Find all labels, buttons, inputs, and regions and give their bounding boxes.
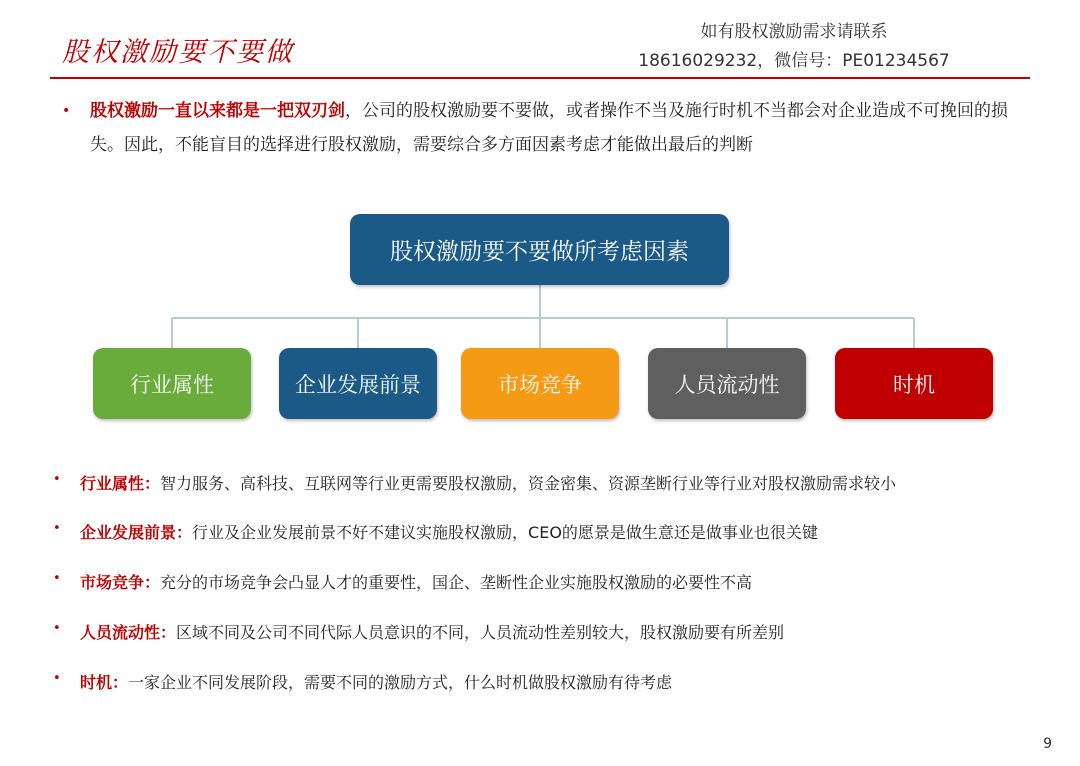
factor-industry <box>93 348 251 419</box>
detail-item <box>53 520 818 543</box>
detail-text: 充分的市场竞争会凸显人才的重要性，国企、垄断性企业实施股权激励的必要性不高 <box>160 573 753 592</box>
detail-text: 行业及企业发展前景不好不建议实施股权激励，CEO的愿景是做生意还是做事业也很关键 <box>192 523 818 542</box>
detail-separator: ： <box>144 474 161 493</box>
detail-separator: ： <box>144 573 161 592</box>
detail-item <box>53 471 897 494</box>
detail-separator: ： <box>160 623 177 642</box>
detail-item <box>53 670 673 693</box>
factor-label: 时机 <box>893 372 935 397</box>
detail-term: 时机 <box>80 673 113 692</box>
contact-line-2: 18616029232，微信号：PE01234567 <box>638 51 950 71</box>
bullet-icon: • <box>53 571 61 586</box>
detail-term: 市场竞争 <box>80 573 145 592</box>
bullet-icon: • <box>53 472 61 487</box>
page-number: 9 <box>1043 736 1052 752</box>
factor-timing <box>835 348 993 419</box>
detail-term: 企业发展前景 <box>80 523 177 542</box>
factor-label: 行业属性 <box>130 372 214 397</box>
factor-mobility <box>648 348 806 419</box>
bullet-icon: • <box>62 103 71 119</box>
detail-text: 一家企业不同发展阶段，需要不同的激励方式，什么时机做股权激励有待考虑 <box>128 673 673 692</box>
detail-term: 行业属性 <box>80 474 145 493</box>
intro-text: ，公司的股权激励要不要做，或者操作不当及施行时机不当都会对企业造成不可挽回的损失。因此，不能盲目的选择进行股权激励，需要综合多方面因素考虑才能做出最后的判断 <box>90 101 1008 155</box>
detail-item <box>53 620 785 643</box>
detail-term: 人员流动性 <box>80 623 161 642</box>
intro-highlight: 股权激励一直以来都是一把双刃剑 <box>90 101 345 121</box>
detail-item <box>53 570 753 593</box>
detail-separator: ： <box>112 673 129 692</box>
bullet-icon: • <box>53 671 61 686</box>
factor-label: 市场竞争 <box>498 372 582 397</box>
factor-prospects <box>279 348 437 419</box>
detail-separator: ： <box>176 523 193 542</box>
factor-competition <box>461 348 619 419</box>
detail-text: 智力服务、高科技、互联网等行业更需要股权激励，资金密集、资源垄断行业等行业对股权激励需求较小 <box>160 474 897 493</box>
bullet-icon: • <box>53 621 61 636</box>
bullet-icon: • <box>53 521 61 536</box>
diagram-root-node: 股权激励要不要做所考虑因素 <box>350 214 729 285</box>
detail-text: 区域不同及公司不同代际人员意识的不同，人员流动性差别较大，股权激励要有所差别 <box>176 623 785 642</box>
contact-line-1: 如有股权激励需求请联系 <box>700 22 888 42</box>
page-title: 股权激励要不要做 <box>62 37 294 68</box>
factor-label: 企业发展前景 <box>295 372 421 397</box>
factor-label: 人员流动性 <box>674 372 780 397</box>
